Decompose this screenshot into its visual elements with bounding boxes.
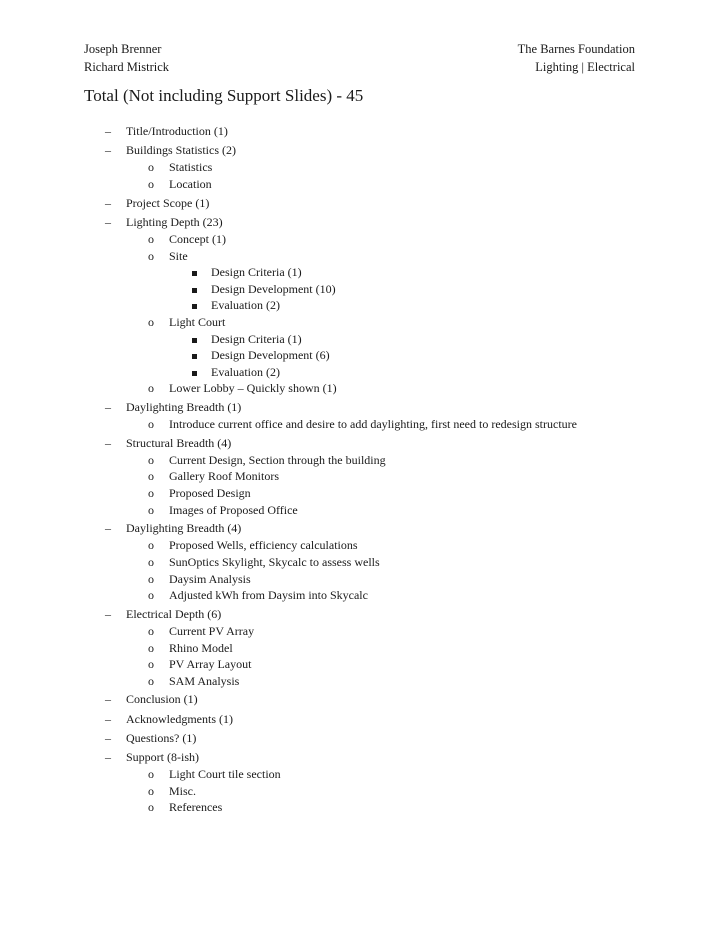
outline-item-text: Questions? (1): [126, 730, 197, 745]
circle-bullet-icon: o: [148, 555, 154, 569]
outline-subitem: [0, 640, 720, 657]
outline-subitem: [0, 554, 720, 571]
dash-bullet-icon: –: [105, 399, 111, 414]
circle-bullet-icon: o: [148, 176, 154, 191]
outline-subitem: [0, 656, 720, 673]
outline-subitem: [0, 587, 720, 604]
outline-subsubitem: [0, 331, 720, 348]
outline-item-text: Electrical Depth (6): [126, 606, 222, 621]
outline-subitem: [0, 231, 720, 248]
dash-bullet-icon: –: [105, 606, 111, 621]
outline-subsubitem: [0, 297, 720, 314]
project-name: The Barnes Foundation: [517, 42, 635, 56]
outline-item-text: Images of Proposed Office: [169, 502, 298, 517]
outline-item-text: References: [169, 800, 223, 815]
square-bullet-icon: [186, 331, 202, 348]
square-bullet-icon: [186, 281, 202, 298]
square-bullet-shape: [192, 304, 197, 309]
circle-bullet-icon: o: [148, 381, 154, 396]
circle-bullet-icon: o: [148, 588, 154, 603]
dash-bullet-icon: –: [105, 692, 111, 707]
dash-bullet-icon: –: [105, 435, 111, 450]
square-bullet-icon: [186, 347, 202, 364]
dash-bullet-icon: –: [105, 730, 111, 745]
outline-item-text: Buildings Statistics (2): [126, 143, 237, 158]
circle-bullet-icon: o: [148, 640, 154, 655]
outline-section: [0, 711, 720, 728]
circle-bullet-icon: o: [148, 160, 154, 175]
outline-section: [0, 435, 720, 452]
outline-subitem: [0, 452, 720, 469]
circle-bullet-icon: o: [148, 231, 154, 246]
outline-item-text: Conclusion (1): [126, 692, 198, 707]
outline-item-text: Light Court: [169, 314, 226, 329]
outline-item-text: Rhino Model: [169, 640, 233, 655]
outline-item-text: Daylighting Breadth (4): [126, 521, 242, 536]
outline-item-text: Introduce current office and desire to add daylighting, first need to redesign structure: [169, 417, 577, 432]
outline-subitem: [0, 799, 720, 816]
outline-subitem: [0, 623, 720, 640]
outline-item-text: Lower Lobby – Quickly shown (1): [169, 381, 337, 396]
outline-item-text: SunOptics Skylight, Skycalc to assess wells: [169, 555, 380, 569]
circle-bullet-icon: o: [148, 502, 154, 517]
outline-item-text: SAM Analysis: [169, 673, 240, 688]
outline-section: [0, 142, 720, 159]
outline-subitem: [0, 380, 720, 397]
dash-bullet-icon: –: [105, 143, 111, 158]
outline-item-text: Misc.: [169, 783, 196, 798]
square-bullet-shape: [192, 271, 197, 276]
circle-bullet-icon: o: [148, 657, 154, 672]
square-bullet-shape: [192, 371, 197, 376]
square-bullet-icon: [186, 297, 202, 314]
outline-subsubitem: [0, 264, 720, 281]
outline-section: [0, 691, 720, 708]
outline-item-text: PV Array Layout: [169, 657, 252, 672]
outline-item-text: Concept (1): [169, 231, 226, 246]
outline-item-text: Support (8-ish): [126, 749, 199, 764]
outline-subitem: [0, 485, 720, 502]
square-bullet-shape: [192, 338, 197, 343]
circle-bullet-icon: o: [148, 469, 154, 484]
outline-item-text: Design Development (6): [211, 348, 330, 363]
outline-subitem: [0, 248, 720, 265]
circle-bullet-icon: o: [148, 623, 154, 638]
square-bullet-icon: [186, 364, 202, 381]
square-bullet-shape: [192, 288, 197, 293]
dash-bullet-icon: –: [105, 521, 111, 536]
project-disciplines: Lighting | Electrical: [535, 59, 635, 74]
header-project: [518, 41, 635, 76]
outline-subitem: [0, 314, 720, 331]
outline-subitem: [0, 159, 720, 176]
outline-section: [0, 399, 720, 416]
outline-item-text: Daysim Analysis: [169, 571, 251, 586]
dash-bullet-icon: –: [105, 749, 111, 764]
outline-subitem: [0, 468, 720, 485]
outline-item-text: Design Criteria (1): [211, 331, 302, 346]
outline-subsubitem: [0, 364, 720, 381]
page-title: Total (Not including Support Slides) - 45: [84, 86, 364, 105]
dash-bullet-icon: –: [105, 214, 111, 229]
outline-subsubitem: [0, 347, 720, 364]
outline-item-text: Evaluation (2): [211, 364, 280, 379]
outline-subsubitem: [0, 281, 720, 298]
outline-item-text: Proposed Design: [169, 486, 251, 501]
dash-bullet-icon: –: [105, 195, 111, 210]
outline-list: [0, 123, 720, 816]
outline-subitem: [0, 176, 720, 193]
outline-subitem: [0, 571, 720, 588]
outline-item-text: Title/Introduction (1): [126, 124, 228, 138]
circle-bullet-icon: o: [148, 452, 154, 467]
outline-subitem: [0, 537, 720, 554]
outline-section: [0, 214, 720, 231]
outline-item-text: Current PV Array: [169, 623, 255, 638]
outline-section: [0, 606, 720, 623]
circle-bullet-icon: o: [148, 783, 154, 798]
outline-item-text: Proposed Wells, efficiency calculations: [169, 538, 358, 553]
circle-bullet-icon: o: [148, 571, 154, 586]
header-authors: [84, 41, 169, 76]
outline-subitem: [0, 673, 720, 690]
outline-item-text: Location: [169, 176, 212, 191]
outline-item-text: Evaluation (2): [211, 298, 280, 313]
outline-item-text: Design Criteria (1): [211, 265, 302, 280]
outline-section: [0, 520, 720, 537]
circle-bullet-icon: o: [148, 486, 154, 501]
square-bullet-shape: [192, 354, 197, 359]
circle-bullet-icon: o: [148, 673, 154, 688]
outline-item-text: Lighting Depth (23): [126, 214, 223, 229]
outline-item-text: Project Scope (1): [126, 195, 210, 210]
circle-bullet-icon: o: [148, 248, 154, 263]
outline-item-text: Structural Breadth (4): [126, 435, 232, 450]
outline-subitem: [0, 783, 720, 800]
outline-item-text: Adjusted kWh from Daysim into Skycalc: [169, 588, 368, 603]
outline-section: [0, 195, 720, 212]
outline-item-text: Gallery Roof Monitors: [169, 469, 279, 484]
circle-bullet-icon: o: [148, 800, 154, 815]
author-name-2: Richard Mistrick: [84, 59, 170, 74]
circle-bullet-icon: o: [148, 314, 154, 329]
circle-bullet-icon: o: [148, 767, 154, 782]
outline-subitem: [0, 416, 720, 433]
outline-item-text: Current Design, Section through the building: [169, 452, 386, 467]
square-bullet-icon: [186, 264, 202, 281]
outline-subitem: [0, 502, 720, 519]
outline-section: [0, 749, 720, 766]
outline-section: [0, 730, 720, 747]
outline-section: [0, 123, 720, 140]
outline-item-text: Acknowledgments (1): [126, 711, 233, 726]
dash-bullet-icon: –: [105, 124, 111, 138]
outline-item-text: Daylighting Breadth (1): [126, 399, 242, 414]
dash-bullet-icon: –: [105, 711, 111, 726]
circle-bullet-icon: o: [148, 417, 154, 432]
outline-subitem: [0, 766, 720, 783]
outline-item-text: Light Court tile section: [169, 767, 281, 782]
outline-item-text: Site: [169, 248, 188, 263]
outline-item-text: Design Development (10): [211, 281, 336, 296]
circle-bullet-icon: o: [148, 538, 154, 553]
author-name-1: Joseph Brenner: [84, 42, 162, 56]
outline-item-text: Statistics: [169, 160, 213, 175]
